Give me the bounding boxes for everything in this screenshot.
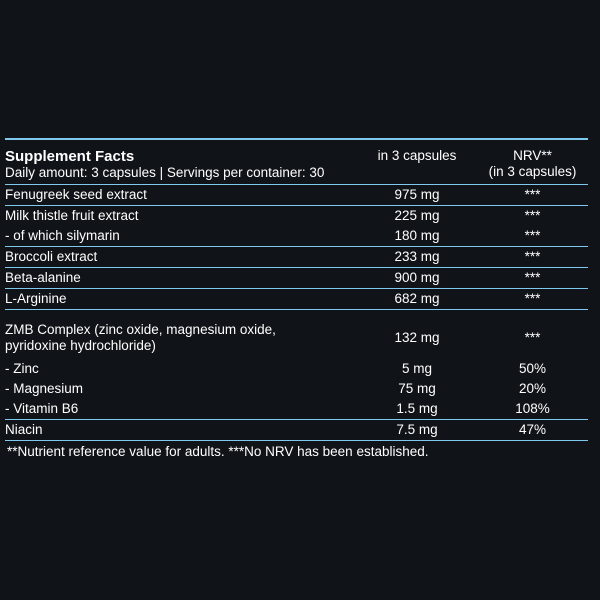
ingredient-amount: 682 mg: [394, 291, 440, 306]
ingredient-nrv: 20%: [518, 381, 547, 396]
amount-column-header: in 3 capsules: [377, 148, 457, 163]
ingredient-nrv: 47%: [518, 422, 547, 437]
ingredient-nrv: ***: [524, 330, 541, 345]
ingredient-amount: 975 mg: [394, 187, 440, 202]
ingredient-amount: 225 mg: [394, 208, 440, 223]
header-amount-cell: [357, 140, 477, 184]
ingredient-name: Milk thistle fruit extract: [5, 208, 139, 223]
ingredient-name: Niacin: [5, 422, 43, 437]
table-row: [5, 310, 588, 359]
ingredient-name: - Vitamin B6: [5, 401, 79, 416]
table-row: [5, 185, 588, 206]
ingredient-amount: 132 mg: [394, 330, 440, 345]
table-header: [5, 140, 588, 185]
ingredient-nrv: 50%: [518, 361, 547, 376]
ingredient-nrv: ***: [524, 228, 541, 243]
ingredient-name: - of which silymarin: [5, 228, 120, 243]
table-row: [5, 379, 588, 399]
ingredient-nrv: ***: [524, 291, 541, 306]
nrv-column-header: NRV**: [513, 148, 552, 163]
servings-info: Daily amount: 3 capsules | Servings per container: 30: [5, 165, 325, 180]
nrv-column-subheader: (in 3 capsules): [488, 164, 577, 179]
table-row: [5, 289, 588, 310]
facts-title: Supplement Facts: [5, 148, 135, 165]
table-row: [5, 399, 588, 420]
ingredient-amount: 5 mg: [401, 361, 432, 376]
table-row: [5, 268, 588, 289]
table-row: [5, 420, 588, 440]
ingredient-nrv: ***: [524, 270, 541, 285]
ingredient-name: - Zinc: [5, 361, 39, 376]
table-row: [5, 206, 588, 226]
ingredient-amount: 180 mg: [394, 228, 440, 243]
ingredient-nrv: ***: [524, 187, 541, 202]
ingredient-nrv: ***: [524, 249, 541, 264]
ingredient-amount: 7.5 mg: [396, 422, 438, 437]
header-title-cell: [5, 140, 357, 184]
ingredient-nrv: ***: [524, 208, 541, 223]
ingredient-name: ZMB Complex (zinc oxide, magnesium oxide,: [5, 322, 276, 337]
ingredient-name: Fenugreek seed extract: [5, 187, 147, 202]
ingredient-name: - Magnesium: [5, 381, 84, 396]
ingredient-amount: 1.5 mg: [396, 401, 438, 416]
table-row: [5, 359, 588, 379]
table-row: [5, 226, 588, 247]
ingredient-name: Beta-alanine: [5, 270, 81, 285]
ingredient-amount: 75 mg: [398, 381, 436, 396]
ingredient-name-continued: pyridoxine hydrochloride): [5, 338, 156, 353]
header-nrv-cell: [477, 140, 588, 184]
ingredient-name: Broccoli extract: [5, 249, 98, 264]
table-row: [5, 247, 588, 268]
ingredient-name: L-Arginine: [5, 291, 67, 306]
ingredient-name-cell: [5, 310, 357, 359]
ingredient-amount: 233 mg: [394, 249, 440, 264]
ingredient-amount: 900 mg: [394, 270, 440, 285]
ingredient-nrv: 108%: [515, 401, 550, 416]
footnote: **Nutrient reference value for adults. ***No NRV has been established.: [5, 440, 588, 460]
supplement-facts-table: [5, 138, 588, 460]
